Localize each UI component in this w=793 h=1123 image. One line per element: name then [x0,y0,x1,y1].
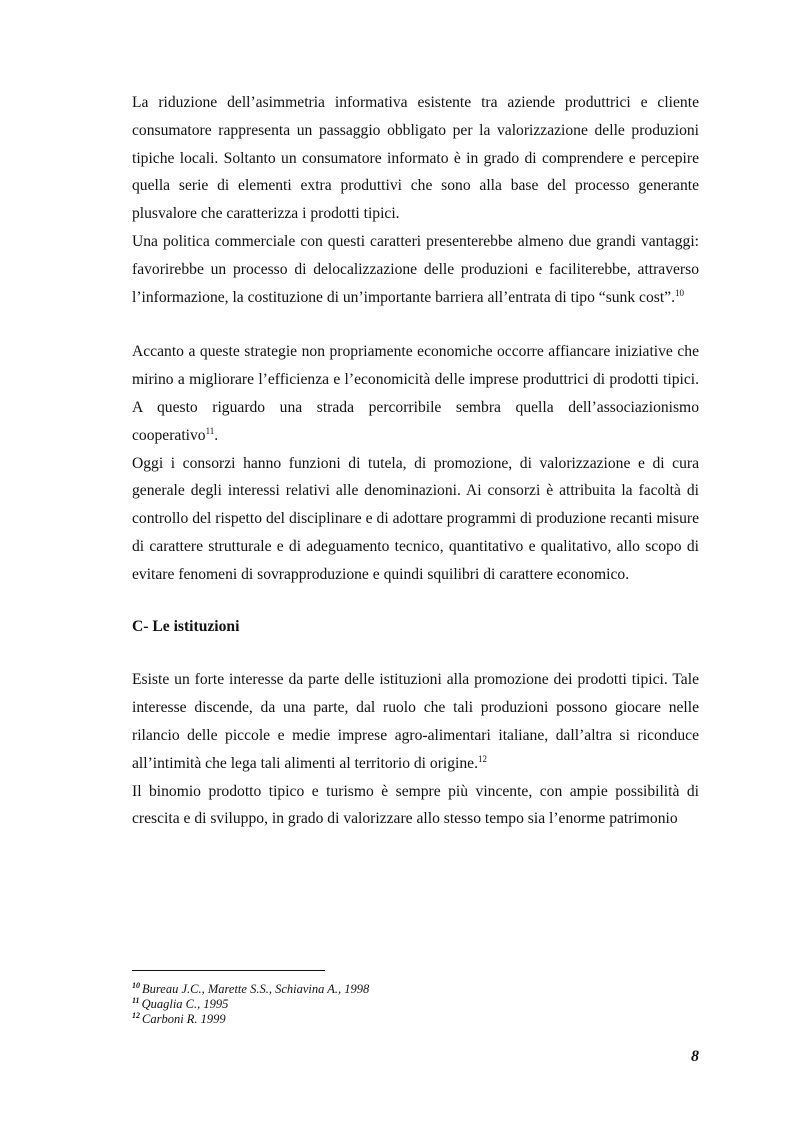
footnotes [132,982,699,1028]
footnote-ref-11[interactable]: 11 [205,425,215,436]
paragraph-strategie: Accanto a queste strategie non propriamente economiche occorre affiancare iniziative che mirino a migliorare l’efficienza e l’economicità delle imprese produttrici di prodotti tipici. A questo riguardo una strada percorribile sembra quella dell’associazionismo cooperativo$^{11}$. [132,343,699,444]
paragraph-istituzioni: Esiste un forte interesse da parte delle istituzioni alla promozione dei prodotti tipici. Tale interesse discende, da una parte, dal ruolo che tali produzioni possono giocare nelle rilancio delle piccole e medie imprese agro-alimentari italiane, dall’altra si riconduce all’intimità che lega tali alimenti al territorio di origine.$^{12}$ [132,671,699,772]
page-number: 8 [691,1048,699,1065]
paragraph-gap [132,311,699,338]
section-heading: C- Le istituzioni [132,617,240,635]
paragraph-gap [132,589,699,613]
paragraph-politica-commerciale: Una politica commerciale con questi caratteri presenterebbe almeno due grandi vantaggi: favorirebbe un processo di delocalizzazione delle produzioni e faciliterebbe, attraverso l’informazione, la costituzione di un’importante barriera all’entrata di tipo “sunk cost”.$^{10}$ [132,232,699,306]
footnote-item: $^{11}$ Quaglia C., 1995 [132,996,229,1012]
footnote-item: $^{10}$ Bureau J.C., Marette S.S., Schiavina A., 1998 [132,980,370,996]
paragraph-turismo: Il binomio prodotto tipico e turismo è sempre più vincente, con ampie possibilità di crescita e di sviluppo, in grado di valorizzare allo stesso tempo sia l’enorme patrimonio [132,782,699,828]
paragraph-gap [132,640,699,666]
footnote-separator [132,970,325,971]
paragraph-consorzi: Oggi i consorzi hanno funzioni di tutela, di promozione, di valorizzazione e di cura generale degli interessi relativi alle denominazioni. Ai consorzi è attribuita la facoltà di controllo del rispetto del disciplinare e di adottare programmi di produzione recanti misure di carattere strutturale e di adeguamento tecnico, quantitativo e qualitativo, allo scopo di evitare fenomeni di sovrapproduzione e quindi squilibri di carattere economico. [132,454,699,583]
footnote-item: $^{12}$ Carboni R. 1999 [132,1011,226,1027]
footnote-ref-10[interactable]: 10 [675,287,684,298]
footnote-ref-12[interactable]: 12 [477,753,487,764]
page-body [132,89,699,833]
paragraph-asimmetria: La riduzione dell’asimmetria informativa esistente tra aziende produttrici e cliente consumatore rappresenta un passaggio obbligato per la valorizzazione delle produzioni tipiche locali. Soltanto un consumatore informato è in grado di comprendere e percepire quella serie di elementi extra produttivi che sono alla base del processo generante plusvalore che caratterizza i prodotti tipici. [132,94,699,223]
